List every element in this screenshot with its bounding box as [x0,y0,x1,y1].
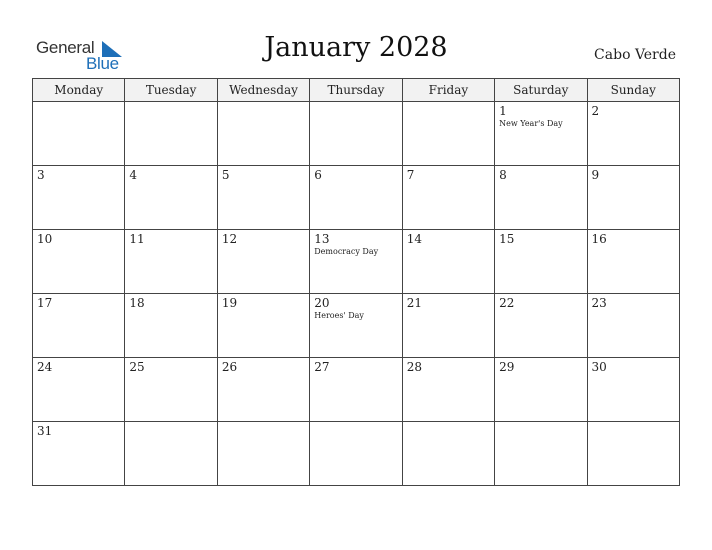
day-cell [402,294,494,358]
day-cell [402,102,494,166]
calendar-title: January 2028 [264,32,448,63]
weekday-header: Friday [402,79,494,102]
day-number: 25 [129,360,145,374]
weekday-header: Sunday [587,79,679,102]
weekday-header: Saturday [495,79,587,102]
day-number: 28 [406,360,422,374]
day-cell [217,358,309,422]
day-number: 21 [406,296,422,310]
day-cell [217,422,309,486]
day-number: 11 [129,232,145,246]
weekday-header: Wednesday [217,79,309,102]
logo-text-blue: Blue [86,54,119,73]
day-number: 13 [314,232,330,246]
week-row [33,358,680,422]
day-cell [125,230,217,294]
day-cell [33,230,125,294]
day-cell [402,166,494,230]
day-cell [310,230,402,294]
day-cell [33,166,125,230]
day-cell [495,166,587,230]
day-cell [310,102,402,166]
day-cell [495,230,587,294]
day-number: 23 [591,296,607,310]
day-cell [587,102,679,166]
day-number: 27 [314,360,330,374]
week-row [33,166,680,230]
day-number: 7 [406,168,415,182]
calendar-grid [32,78,680,486]
day-cell [33,422,125,486]
day-number: 12 [221,232,238,246]
day-cell [587,230,679,294]
holiday-label: New Year's Day [499,119,563,128]
day-number: 1 [499,104,507,118]
day-cell [402,230,494,294]
day-number: 29 [499,360,515,374]
day-number: 17 [37,296,53,310]
day-cell [125,422,217,486]
week-row [33,422,680,486]
day-cell [495,102,587,166]
day-number: 2 [591,104,600,118]
day-number: 6 [314,168,322,182]
day-cell [587,166,679,230]
day-cell [125,166,217,230]
weekday-header: Thursday [310,79,402,102]
day-cell [310,166,402,230]
day-cell [402,358,494,422]
day-number: 31 [37,424,53,438]
day-cell [310,422,402,486]
day-cell [587,294,679,358]
day-cell [310,294,402,358]
day-cell [125,294,217,358]
week-row [33,294,680,358]
day-cell [402,422,494,486]
weekday-header: Monday [33,79,125,102]
region-label: Cabo Verde [594,47,676,63]
day-cell [33,102,125,166]
day-number: 4 [129,168,138,182]
day-number: 18 [129,296,145,310]
day-number: 30 [591,360,607,374]
day-cell [125,358,217,422]
day-number: 5 [221,168,230,182]
day-number: 20 [314,296,330,310]
day-cell [310,358,402,422]
day-cell [587,422,679,486]
day-number: 16 [591,232,607,246]
day-cell [495,422,587,486]
day-number: 14 [406,232,422,246]
day-number: 24 [37,360,53,374]
day-cell [587,358,679,422]
day-cell [33,294,125,358]
day-number: 22 [499,296,515,310]
day-number: 10 [37,232,53,246]
day-cell [217,102,309,166]
weekday-header: Tuesday [125,79,217,102]
day-cell [217,166,309,230]
day-cell [495,358,587,422]
day-cell [217,294,309,358]
day-number: 9 [591,168,600,182]
day-cell [495,294,587,358]
day-number: 19 [221,296,238,310]
day-number: 15 [499,232,515,246]
day-number: 8 [499,168,507,182]
day-number: 26 [221,360,238,374]
day-cell [217,230,309,294]
day-number: 3 [37,168,45,182]
week-row [33,230,680,294]
day-cell [125,102,217,166]
holiday-label: Democracy Day [314,247,379,256]
day-cell [33,358,125,422]
week-row [33,102,680,166]
weekday-header-row [33,79,680,102]
logo-text-general: General [36,38,95,57]
holiday-label: Heroes' Day [314,311,364,320]
